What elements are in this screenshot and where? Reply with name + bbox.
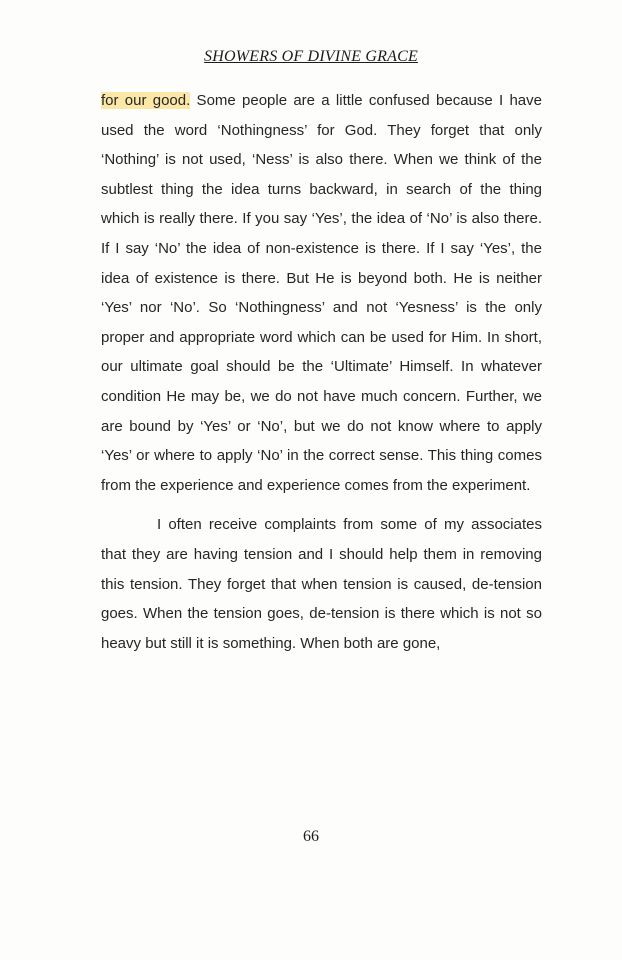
page-body [101,86,542,658]
page-number: 66 [303,828,319,845]
paragraph-text: I often receive complaints from some of my associates that they are having tension and I should help them in removing this tension. They forget that when tension is caused, de-tension goes. When the tension goes, de-tension is there which is not so heavy but still it is something. When both are gone, [101,516,542,652]
highlighted-text[interactable]: for our good. [101,92,191,109]
running-header: SHOWERS OF DIVINE GRACE [204,48,418,65]
paragraph [101,86,542,500]
paragraph [101,510,542,658]
paragraph-text: Some people are a little confused because I have used the word ‘Nothingness’ for God. They forget that only ‘Nothing’ is not used, ‘Ness’ is also there. When we think of the subtlest thing the idea turns backward, in search of the thing which is really there. If you say ‘Yes’, the idea of ‘No’ is also there. If I say ‘No’ the idea of non-existence is there. If I say ‘Yes’, the idea of existence is there. But He is beyond both. He is neither ‘Yes’ nor ‘No’. So ‘Nothingness’ and not ‘Yesness’ is the only proper and appropriate word which can be used for Him. In short, our ultimate goal should be the ‘Ultimate’ Himself. In whatever condition He may be, we do not have much concern. Further, we are bound by ‘Yes’ or ‘No’, but we do not know where to apply ‘Yes’ or where to apply ‘No’ in the correct sense. This thing comes from the experience and experience comes from the experiment. [101,92,542,494]
